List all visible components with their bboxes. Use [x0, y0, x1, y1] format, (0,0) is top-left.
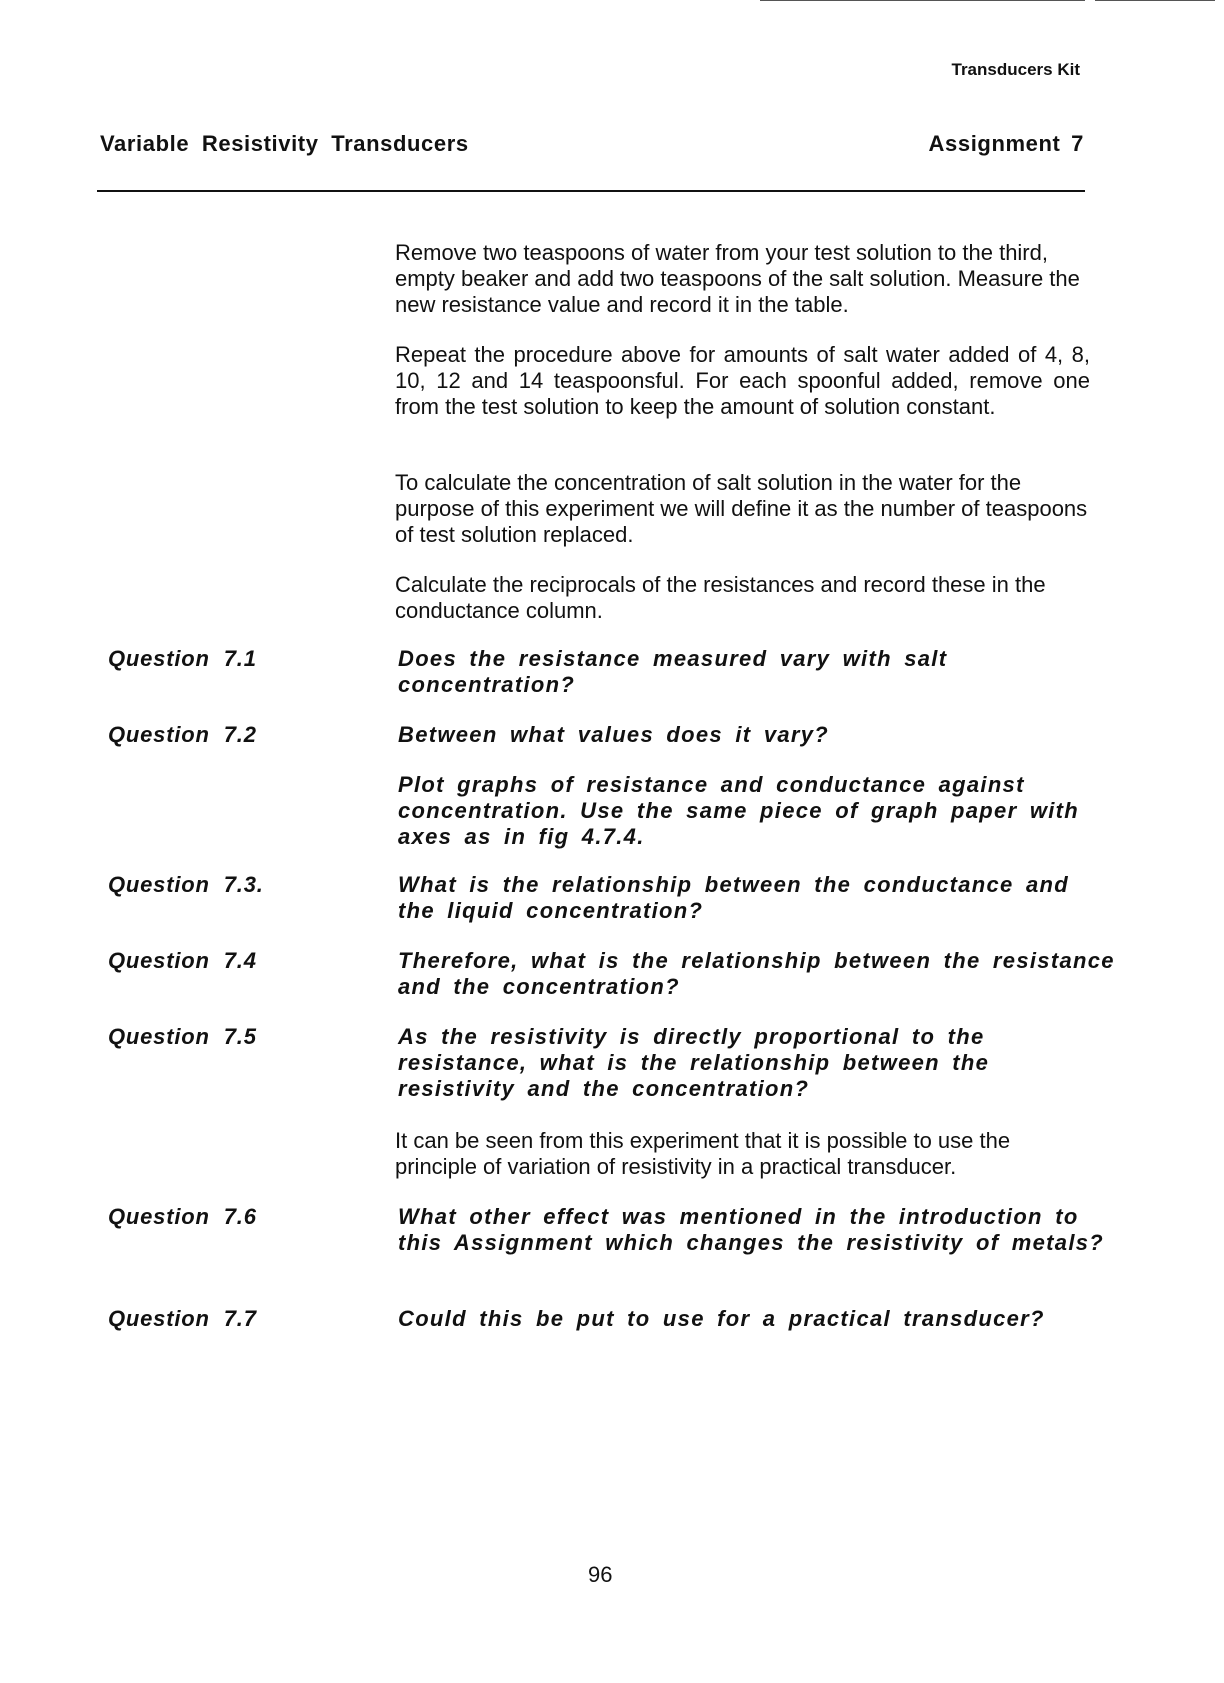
section-title: Variable Resistivity Transducers — [100, 131, 469, 156]
question-number: 7.2 — [223, 722, 257, 747]
question-label-7-5 — [108, 1024, 257, 1050]
question-word: Question — [108, 1204, 210, 1229]
question-number: 7.7 — [223, 1306, 257, 1331]
scan-edge-line — [760, 0, 1085, 1]
instruction-plot-graphs: Plot graphs of resistance and conductance against concentration. Use the same piece of graph paper with axes as in fig 4.7.4. — [398, 772, 1080, 849]
question-word: Question — [108, 948, 210, 973]
question-label-7-4 — [108, 948, 257, 974]
question-text-7-7: Could this be put to use for a practical transducer? — [398, 1306, 1045, 1331]
question-word: Question — [108, 1024, 210, 1049]
paragraph-conclusion: It can be seen from this experiment that it is possible to use the principle of variation of resistivity in a practical transducer. — [395, 1128, 1011, 1179]
question-word: Question — [108, 1306, 210, 1331]
question-text-7-3: What is the relationship between the conductance and the liquid concentration? — [398, 872, 1070, 923]
question-word: Question — [108, 722, 210, 747]
header-rule — [97, 190, 1085, 192]
question-text-7-4: Therefore, what is the relationship between the resistance and the concentration? — [398, 948, 1115, 999]
scan-edge-line — [1095, 0, 1215, 1]
question-label-7-2 — [108, 722, 257, 748]
kit-name: Transducers Kit — [951, 60, 1080, 79]
question-text-7-5: As the resistivity is directly proportional to the resistance, what is the relationship between the resistivity and the concentration? — [398, 1024, 990, 1101]
question-text-7-2: Between what values does it vary? — [398, 722, 830, 747]
question-label-7-7 — [108, 1306, 257, 1332]
question-number: 7.6 — [223, 1204, 257, 1229]
paragraph-concentration-definition: To calculate the concentration of salt solution in the water for the purpose of this experiment we will define it as the number of teaspoons of test solution replaced. — [395, 470, 1088, 547]
question-text-7-1: Does the resistance measured vary with salt concentration? — [398, 646, 948, 697]
page-number: 96 — [588, 1562, 613, 1587]
question-word: Question — [108, 872, 210, 897]
question-label-7-1 — [108, 646, 257, 672]
question-number: 7.3. — [223, 872, 264, 897]
paragraph-repeat-procedure: Repeat the procedure above for amounts of salt water added of 4, 8, 10, 12 and 14 teaspoonsful. For each spoonful added, remove one from the test solution to keep the amount of solution constant. — [395, 342, 1090, 419]
question-text-7-6: What other effect was mentioned in the introduction to this Assignment which changes the resistivity of metals? — [398, 1204, 1105, 1255]
question-word: Question — [108, 646, 210, 671]
question-number: 7.1 — [223, 646, 257, 671]
question-number: 7.4 — [223, 948, 257, 973]
assignment-label: Assignment 7 — [928, 131, 1084, 156]
paragraph-reciprocals: Calculate the reciprocals of the resistances and record these in the conductance column. — [395, 572, 1046, 623]
question-number: 7.5 — [223, 1024, 257, 1049]
question-label-7-6 — [108, 1204, 257, 1230]
question-label-7-3 — [108, 872, 264, 898]
paragraph-remove-water: Remove two teaspoons of water from your test solution to the third, empty beaker and add two teaspoons of the salt solution. Measure the new resistance value and record it in the table. — [395, 240, 1080, 317]
